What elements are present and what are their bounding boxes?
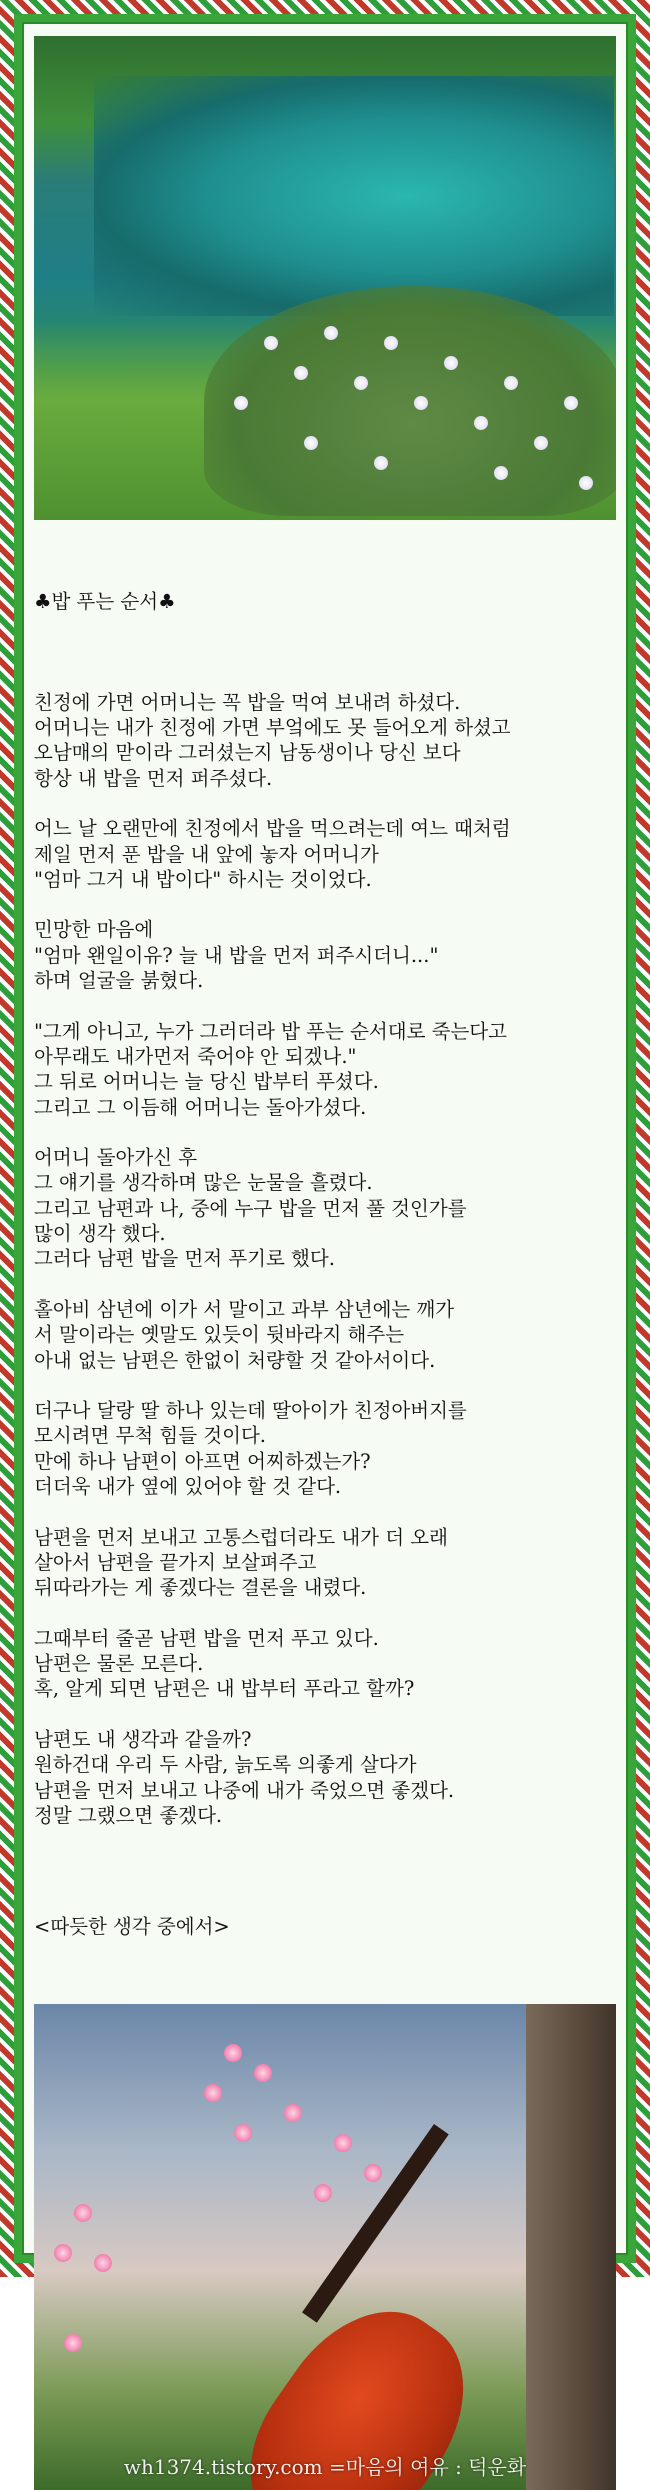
flower [354, 376, 368, 390]
article-heading: ♣밥 푸는 순서♣ [34, 589, 176, 613]
article-text [34, 520, 616, 1990]
flower [579, 476, 593, 490]
violin-neck [302, 2124, 449, 2323]
text-line: "엄마 그거 내 밥이다" 하시는 것이었다. [34, 867, 372, 891]
flower [564, 396, 578, 410]
paragraph [34, 816, 616, 892]
watermark-text: wh1374.tistory.com =마음의 여유 : 덕운화 [123, 2454, 527, 2479]
text-line: 남편은 물론 모른다. [34, 1652, 204, 1676]
flower [264, 336, 278, 350]
text-line: 아내 없는 남편은 한없이 처량할 것 같아서이다. [34, 1348, 436, 1372]
blossom [364, 2164, 382, 2182]
blossom [204, 2084, 222, 2102]
blossom [74, 2204, 92, 2222]
flower [304, 436, 318, 450]
article-paragraphs [34, 690, 616, 1828]
flower [474, 416, 488, 430]
blossom [54, 2244, 72, 2262]
text-line: 정말 그랬으면 좋겠다. [34, 1803, 223, 1827]
text-line: 어느 날 오랜만에 친정에서 밥을 먹으려는데 여느 때처럼 [34, 817, 511, 841]
blossom [314, 2184, 332, 2202]
text-line: 하며 얼굴을 붉혔다. [34, 969, 204, 993]
text-line: 오남매의 맏이라 그러셨는지 남동생이나 당신 보다 [34, 741, 461, 765]
paragraph [34, 1626, 616, 1702]
text-line: 그러다 남편 밥을 먼저 푸기로 했다. [34, 1247, 335, 1271]
source-caption: <따듯한 생각 중에서> [34, 1915, 230, 1939]
text-line: 그리고 그 이듬해 어머니는 돌아가셨다. [34, 1095, 367, 1119]
text-line: 모시려면 무척 힘들 것이다. [34, 1424, 267, 1448]
text-line: 많이 생각 했다. [34, 1222, 166, 1246]
flower [504, 376, 518, 390]
paragraph [34, 1019, 616, 1120]
blossom [334, 2134, 352, 2152]
paragraph [34, 1525, 616, 1601]
text-line: 혹, 알게 되면 남편은 내 밥부터 푸라고 할까? [34, 1677, 415, 1701]
text-line: 항상 내 밥을 먼저 퍼주셨다. [34, 766, 273, 790]
text-line: 살아서 남편을 끝가지 보살펴주고 [34, 1550, 317, 1574]
text-line: 친정에 가면 어머니는 꼭 밥을 먹여 보내려 하셨다. [34, 690, 461, 714]
text-line: 남편을 먼저 보내고 나중에 내가 죽었으면 좋겠다. [34, 1778, 455, 1802]
paragraph [34, 1145, 616, 1271]
flower [294, 366, 308, 380]
text-line: "엄마 왠일이유? 늘 내 밥을 먼저 퍼주시더니..." [34, 943, 439, 967]
text-line: 그 얘기를 생각하며 많은 눈물을 흘렸다. [34, 1171, 373, 1195]
lake-water [94, 76, 614, 316]
text-line: 더구나 달랑 딸 하나 있는데 딸아이가 친정아버지를 [34, 1399, 467, 1423]
flower [324, 326, 338, 340]
flower [374, 456, 388, 470]
blossom [94, 2254, 112, 2272]
violin-blossom-image [34, 2004, 616, 2490]
flower [534, 436, 548, 450]
paragraph [34, 690, 616, 791]
blossom [254, 2064, 272, 2082]
text-line: 그 뒤로 어머니는 늘 당신 밥부터 푸셨다. [34, 1070, 379, 1094]
text-line: 만에 하나 남편이 아프면 어찌하겠는가? [34, 1449, 371, 1473]
paragraph [34, 1297, 616, 1373]
text-line: 제일 먼저 푼 밥을 내 앞에 놓자 어머니가 [34, 842, 379, 866]
text-line: 서 말이라는 옛말도 있듯이 뒷바라지 해주는 [34, 1323, 405, 1347]
text-line: 민망한 마음에 [34, 918, 154, 942]
flower [494, 466, 508, 480]
text-line: 원하건대 우리 두 사람, 늙도록 의좋게 살다가 [34, 1753, 417, 1777]
text-line: 더더욱 내가 옆에 있어야 할 것 같다. [34, 1474, 342, 1498]
flower [444, 356, 458, 370]
flower [414, 396, 428, 410]
flower-bush [204, 286, 616, 516]
text-line: 그때부터 줄곧 남편 밥을 먼저 푸고 있다. [34, 1626, 379, 1650]
paragraph [34, 917, 616, 993]
post-content [34, 36, 616, 2479]
blossom [64, 2334, 82, 2352]
lake-flowers-image [34, 36, 616, 520]
text-line: 뒤따라가는 게 좋겠다는 결론을 내렸다. [34, 1576, 367, 1600]
tree-trunk [526, 2004, 616, 2490]
text-line: 남편을 먼저 보내고 고통스럽더라도 내가 더 오래 [34, 1525, 448, 1549]
flower [384, 336, 398, 350]
text-line: 어머니는 내가 친정에 가면 부엌에도 못 들어오게 하셨고 [34, 716, 511, 740]
text-line: 아무래도 내가먼저 죽어야 안 되겠나." [34, 1044, 357, 1068]
blossom [224, 2044, 242, 2062]
blossom [284, 2104, 302, 2122]
blossom [234, 2124, 252, 2142]
flower [234, 396, 248, 410]
paragraph [34, 1727, 616, 1828]
paragraph [34, 1398, 616, 1499]
text-line: 어머니 돌아가신 후 [34, 1146, 198, 1170]
text-line: 남편도 내 생각과 같을까? [34, 1727, 252, 1751]
text-line: 홀아비 삼년에 이가 서 말이고 과부 삼년에는 깨가 [34, 1297, 455, 1321]
text-line: "그게 아니고, 누가 그러더라 밥 푸는 순서대로 죽는다고 [34, 1019, 507, 1043]
text-line: 그리고 남편과 나, 중에 누구 밥을 먼저 풀 것인가를 [34, 1196, 467, 1220]
